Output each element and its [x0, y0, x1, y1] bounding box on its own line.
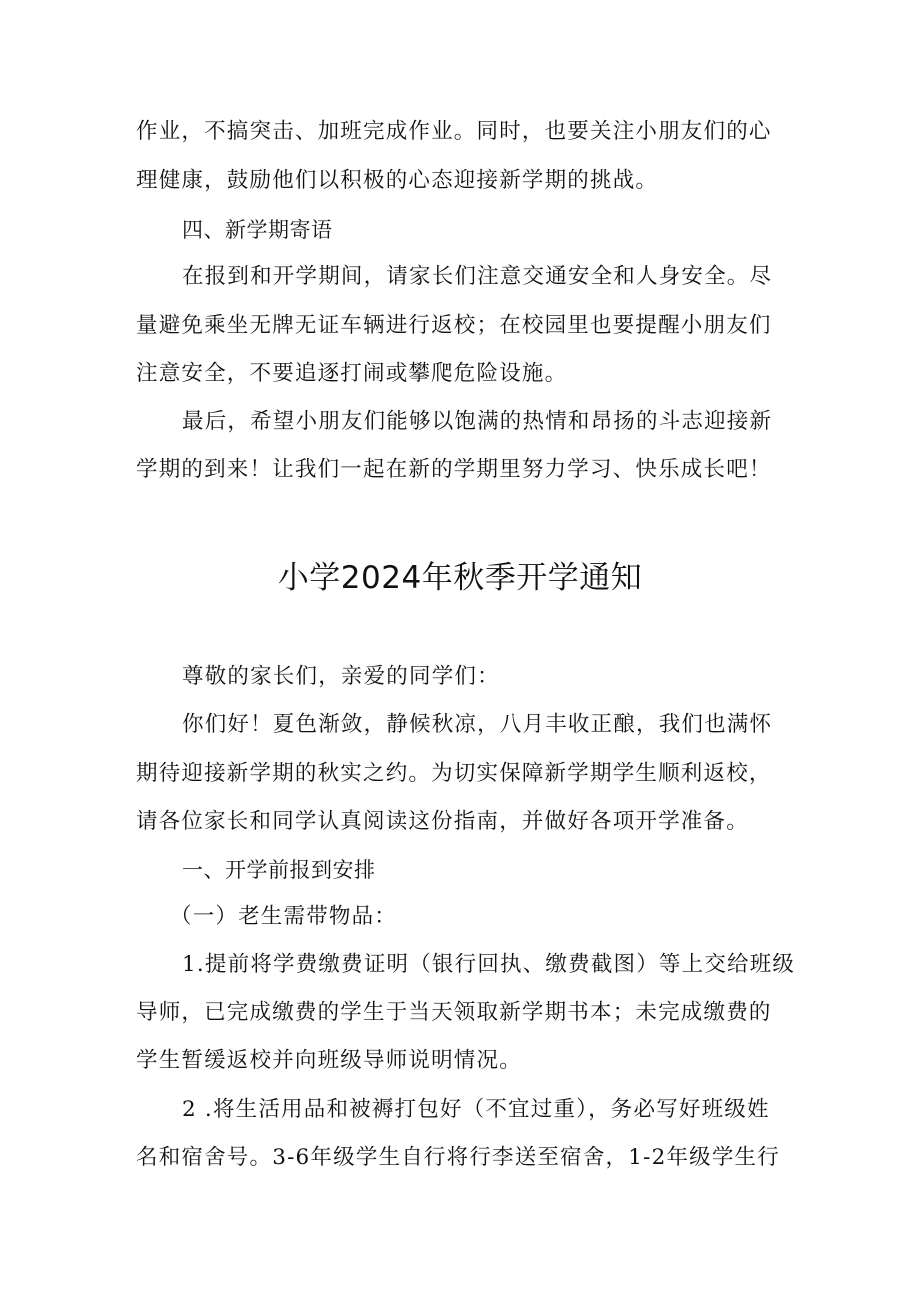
greeting: 尊敬的家长们，亲爱的同学们：	[182, 664, 500, 689]
list-item-line: 1.提前将学费缴费证明（银行回执、缴费截图）等上交给班级	[182, 952, 796, 977]
section-heading: 一、开学前报到安排	[182, 858, 376, 882]
list-item-line: 2 .将生活用品和被褥打包好（不宜过重），务必写好班级姓	[182, 1097, 770, 1122]
list-item-line: 学生暂缓返校并向班级导师说明情况。	[136, 1048, 522, 1073]
list-item-line: 名和宿舍号。3-6年级学生自行将行李送至宿舍，1-2年级学生行	[136, 1145, 780, 1170]
section-heading: 四、新学期寄语	[182, 218, 333, 242]
document-title: 小学2024年秋季开学通知	[277, 560, 643, 596]
paragraph-line: 理健康，鼓励他们以积极的心态迎接新学期的挑战。	[136, 168, 659, 193]
paragraph-line: 学期的到来！让我们一起在新的学期里努力学习、快乐成长吧！	[136, 457, 772, 482]
paragraph-line: 量避免乘坐无牌无证车辆进行返校；在校园里也要提醒小朋友们	[136, 313, 772, 338]
paragraph-line: 请各位家长和同学认真阅读这份指南，并做好各项开学准备。	[136, 809, 749, 834]
paragraph-line: 你们好！夏色渐敛，静候秋凉，八月丰收正酿，我们也满怀	[182, 712, 773, 737]
paragraph-line: 期待迎接新学期的秋实之约。为切实保障新学期学生顺利返校，	[136, 761, 772, 786]
paragraph-line: 作业，不搞突击、加班完成作业。同时，也要关注小朋友们的心	[136, 119, 772, 144]
paragraph-line: 最后，希望小朋友们能够以饱满的热情和昂扬的斗志迎接新	[182, 409, 773, 434]
paragraph-line: 注意安全，不要追逐打闹或攀爬危险设施。	[136, 361, 568, 386]
list-item-line: 导师，已完成缴费的学生于当天领取新学期书本；未完成缴费的	[136, 1000, 772, 1025]
subsection-heading: （一）老生需带物品：	[170, 904, 398, 929]
paragraph-line: 在报到和开学期间，请家长们注意交通安全和人身安全。尽	[182, 264, 773, 289]
